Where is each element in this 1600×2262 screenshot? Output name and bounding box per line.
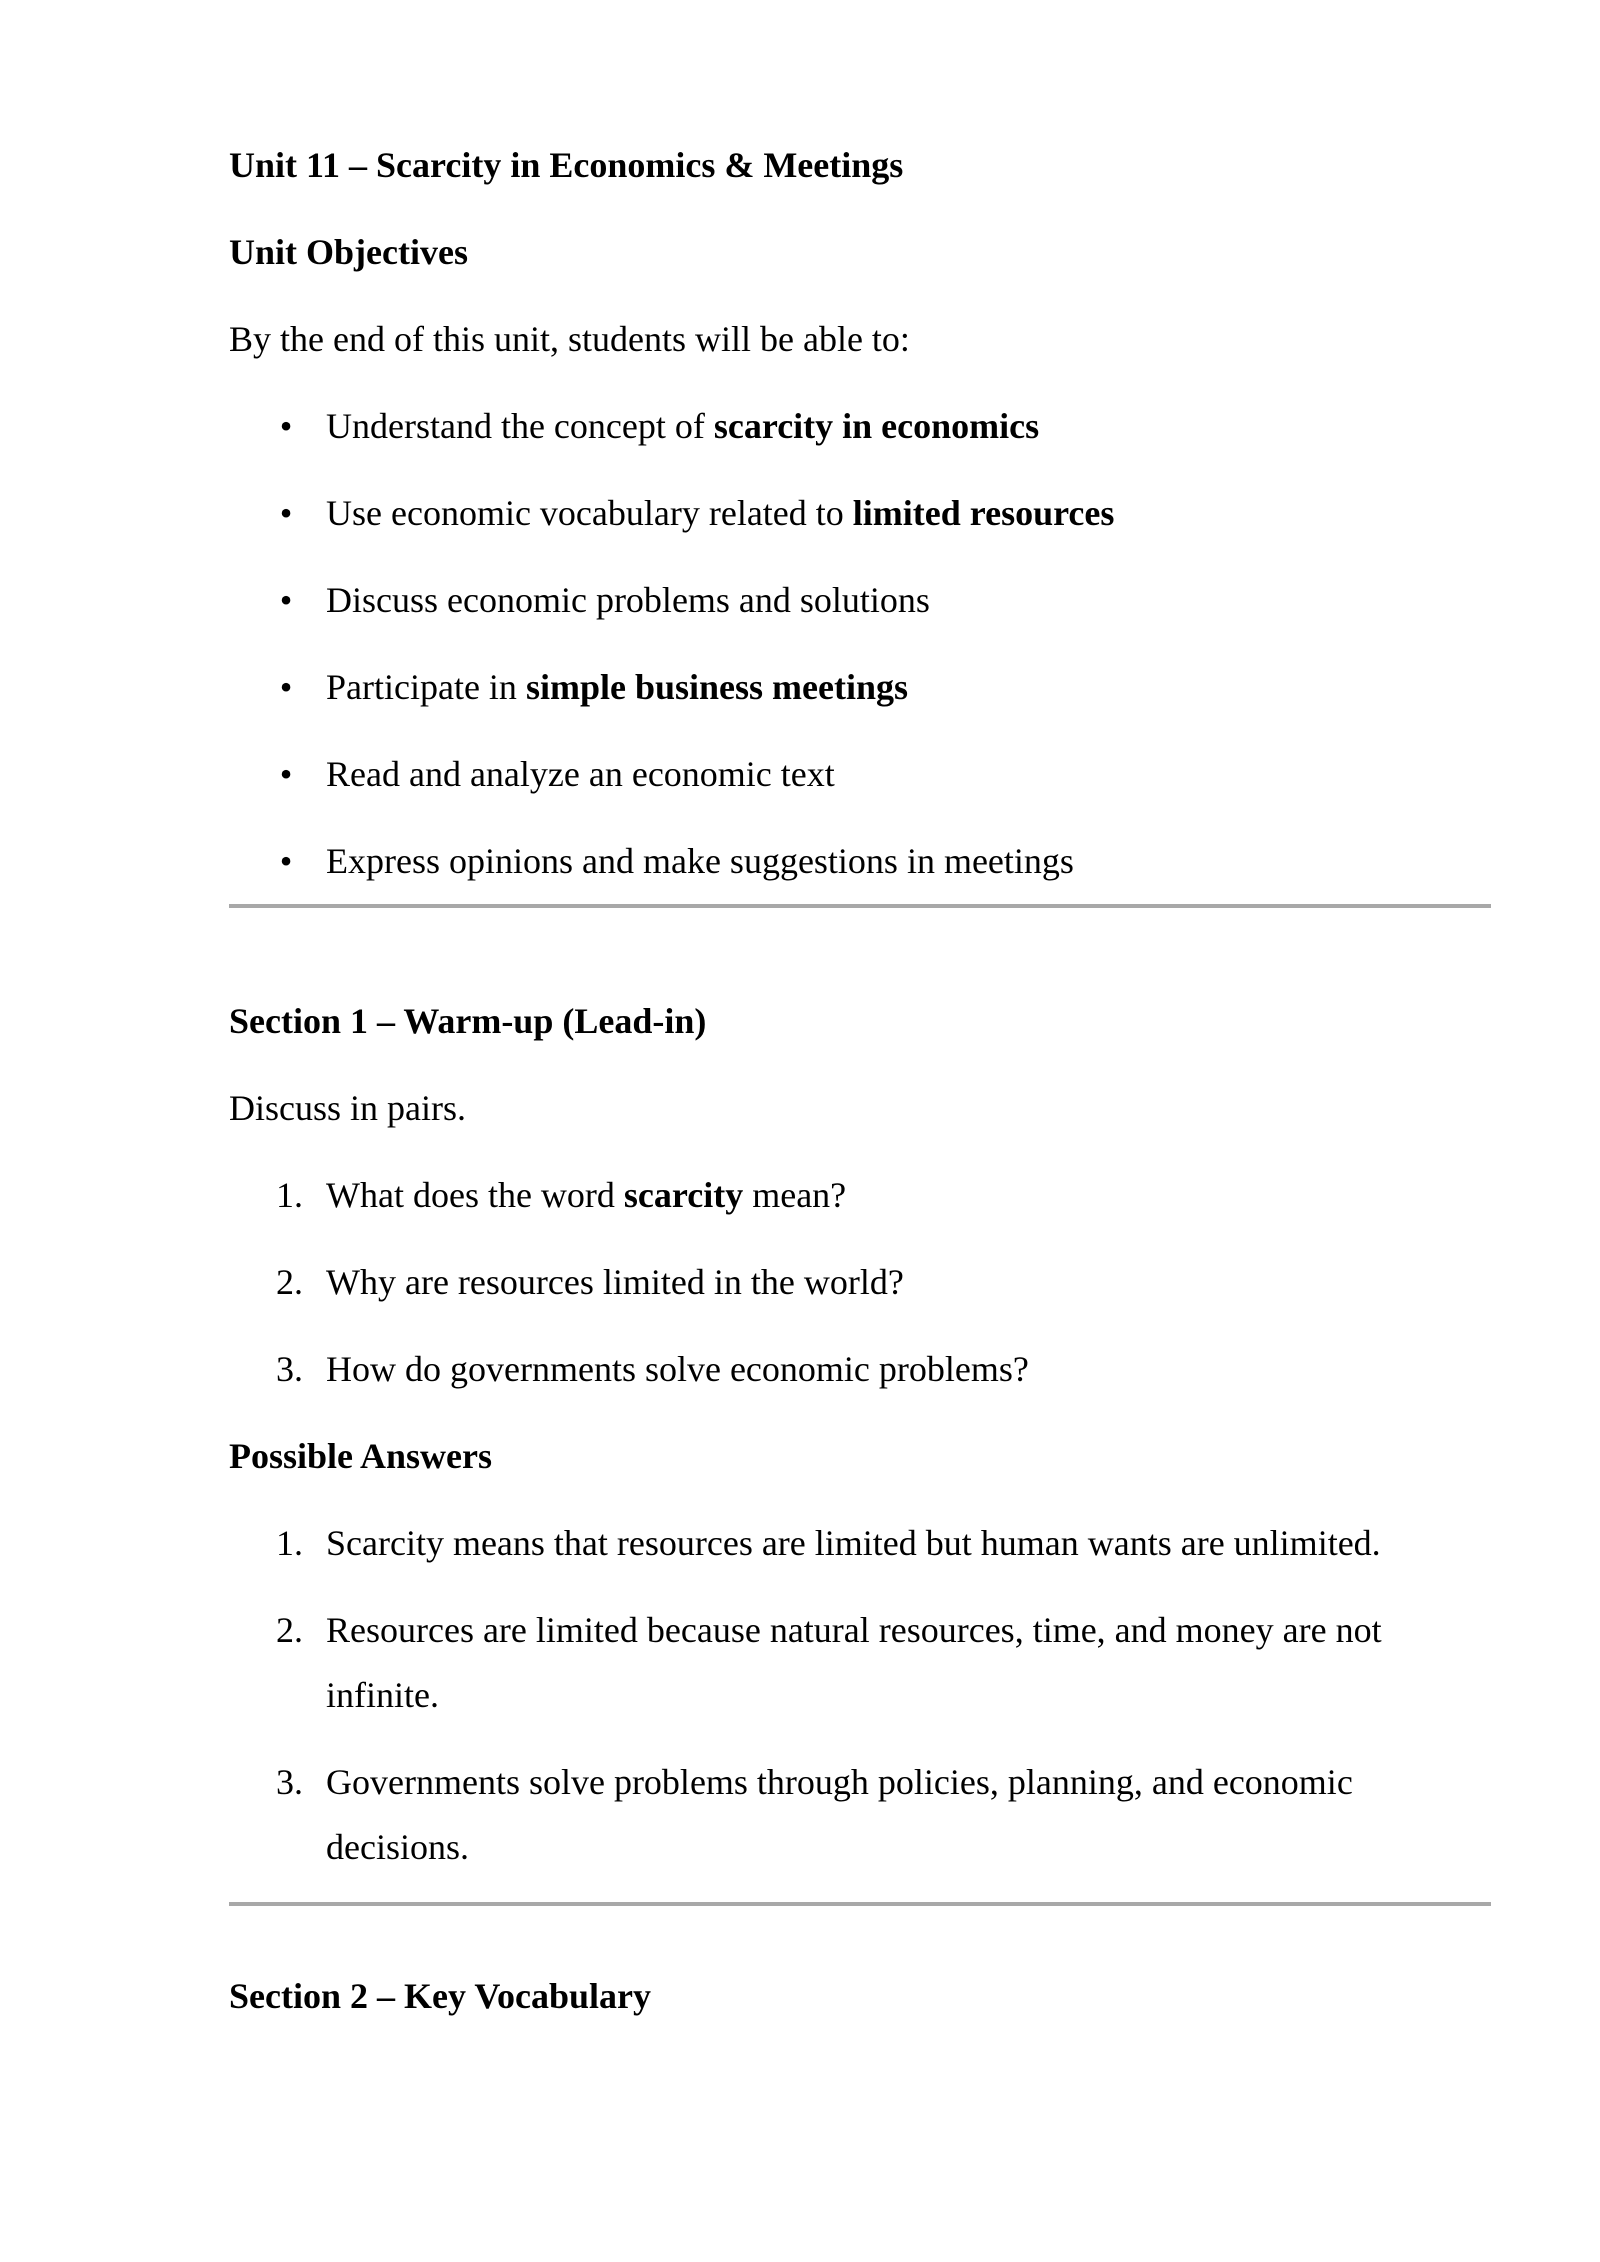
objective-item xyxy=(229,491,1491,535)
horizontal-rule xyxy=(229,1902,1491,1906)
bullet-icon: • xyxy=(279,580,293,620)
question-bold-text: scarcity xyxy=(623,1175,744,1215)
objective-text: Discuss economic problems and solutions xyxy=(326,580,930,620)
question-text: How do governments solve economic problems? xyxy=(326,1349,1029,1389)
answer-item xyxy=(229,1750,1491,1880)
objective-bold-text: simple business meetings xyxy=(525,667,908,707)
objectives-list xyxy=(229,404,1491,883)
objective-text: Use economic vocabulary related to xyxy=(326,493,853,533)
question-text: Why are resources limited in the world? xyxy=(326,1262,904,1302)
answer-number: 3. xyxy=(276,1762,303,1802)
objective-item xyxy=(229,404,1491,448)
warmup-question xyxy=(229,1260,1491,1304)
objectives-intro: By the end of this unit, students will be able to: xyxy=(229,319,910,359)
warmup-questions-list xyxy=(229,1173,1491,1391)
question-text: What does the word xyxy=(326,1175,624,1215)
objective-bold-text: limited resources xyxy=(852,493,1115,533)
bullet-icon: • xyxy=(279,406,293,446)
question-number: 2. xyxy=(276,1262,303,1302)
bullet-icon: • xyxy=(279,667,293,707)
objective-bold-text: scarcity in economics xyxy=(713,406,1040,446)
objective-text: Understand the concept of xyxy=(326,406,714,446)
unit-title: Unit 11 – Scarcity in Economics & Meetings xyxy=(229,145,904,185)
objective-text: Read and analyze an economic text xyxy=(326,754,835,794)
objectives-heading: Unit Objectives xyxy=(229,232,468,272)
bullet-icon: • xyxy=(279,493,293,533)
document-content xyxy=(229,143,1491,2061)
objective-item xyxy=(229,752,1491,796)
objective-item xyxy=(229,665,1491,709)
section1-instruction: Discuss in pairs. xyxy=(229,1088,466,1128)
section2-heading: Section 2 – Key Vocabulary xyxy=(229,1976,652,2016)
answer-item xyxy=(229,1511,1491,1576)
answer-number: 1. xyxy=(276,1523,303,1563)
answer-item xyxy=(229,1598,1491,1728)
question-number: 3. xyxy=(276,1349,303,1389)
objective-text: Express opinions and make suggestions in meetings xyxy=(326,841,1074,881)
warmup-question xyxy=(229,1173,1491,1217)
bullet-icon: • xyxy=(279,754,293,794)
answer-number: 2. xyxy=(276,1610,303,1650)
horizontal-rule xyxy=(229,904,1491,908)
objective-item xyxy=(229,839,1491,883)
question-number: 1. xyxy=(276,1175,303,1215)
section1-heading: Section 1 – Warm-up (Lead-in) xyxy=(229,1001,707,1041)
bullet-icon: • xyxy=(279,841,293,881)
answer-text: Scarcity means that resources are limited but human wants are unlimited. xyxy=(326,1523,1381,1563)
objective-item xyxy=(229,578,1491,622)
answer-text: Resources are limited because natural resources, time, and money are not infinite. xyxy=(326,1610,1382,1715)
warmup-question xyxy=(229,1347,1491,1391)
possible-answers-list xyxy=(229,1511,1491,1880)
possible-answers-heading: Possible Answers xyxy=(229,1436,493,1476)
answer-text: Governments solve problems through policies, planning, and economic decisions. xyxy=(326,1762,1353,1867)
question-text-end: mean? xyxy=(743,1175,847,1215)
objective-text: Participate in xyxy=(326,667,526,707)
